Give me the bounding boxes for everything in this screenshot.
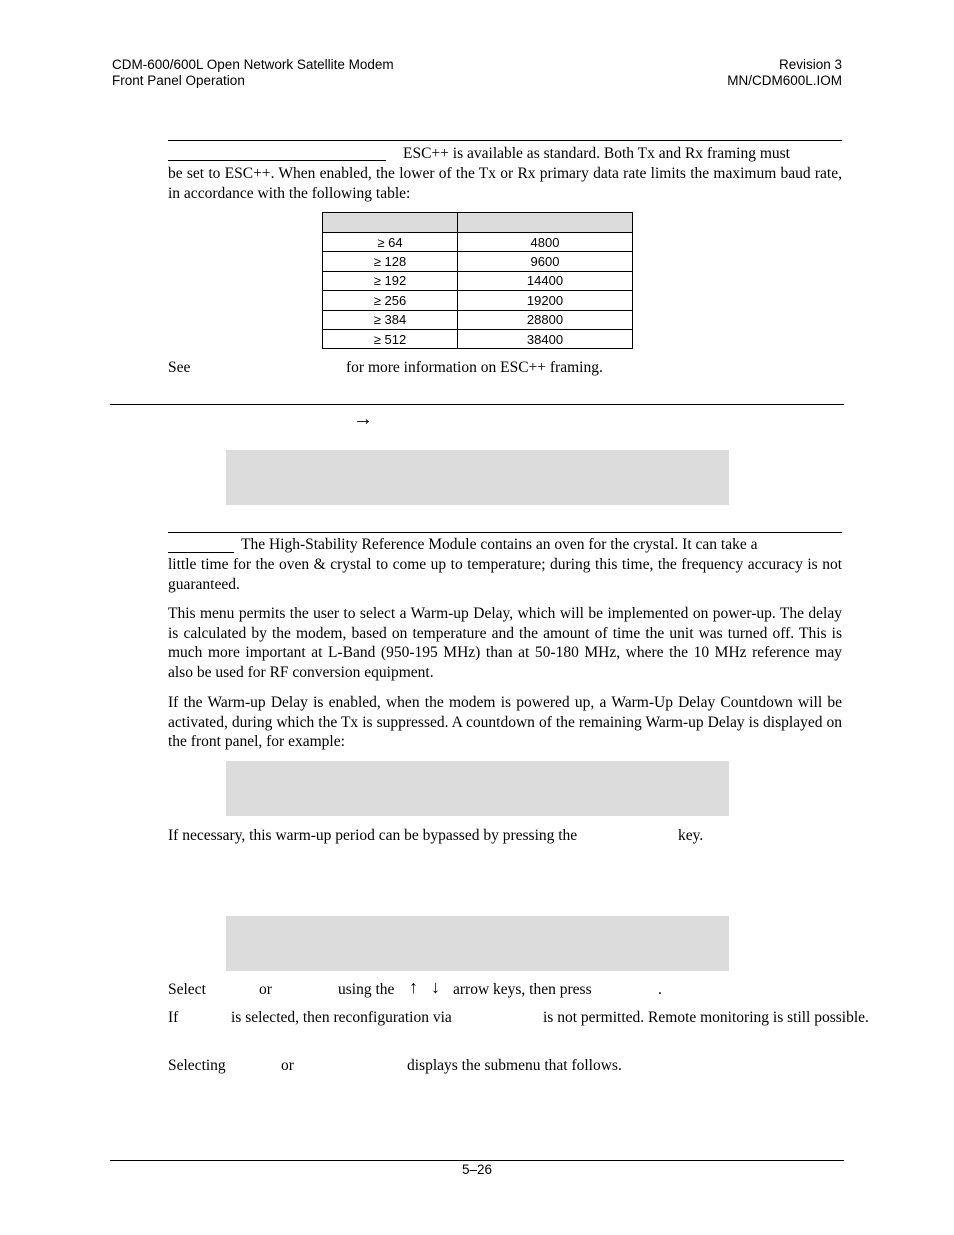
submenu-text: displays the submenu that follows. xyxy=(407,1057,622,1074)
warmup-countdown-paragraph: If the Warm-up Delay is enabled, when the modem is powered up, a Warm-Up Delay Countdown will be activated, during which the Tx is suppressed. A countdown of the remaining Warm-up Delay is displayed on the front panel, for example: xyxy=(168,694,842,751)
esc-paragraph-first-line: ESC++ is available as standard. Both Tx and Rx framing must xyxy=(403,145,790,162)
bypass-text: If necessary, this warm-up period can be bypassed by pressing the xyxy=(168,827,578,844)
period: . xyxy=(658,981,662,998)
table-cell-rate: ≥ 64 xyxy=(323,233,458,252)
using-the-text: using the xyxy=(338,981,395,998)
table-cell-rate: ≥ 128 xyxy=(323,252,458,271)
table-cell-baud: 14400 xyxy=(458,271,633,290)
esc-paragraph: be set to ESC++. When enabled, the lower of the Tx or Rx primary data rate limits the maximum baud rate, in accordance with the following table: xyxy=(168,165,842,202)
see-word: See xyxy=(168,359,191,376)
menu-divider-rule xyxy=(110,404,844,405)
table-header-cell xyxy=(323,213,458,233)
up-arrow-icon: ↑ xyxy=(409,977,418,997)
or-word: or xyxy=(259,981,272,998)
table-cell-rate: ≥ 384 xyxy=(323,310,458,329)
header-title: CDM-600/600L Open Network Satellite Modem xyxy=(112,57,394,72)
front-panel-display xyxy=(226,761,729,816)
warmup-description-paragraph: This menu permits the user to select a Warm-up Delay, which will be implemented on power-up. The delay is calculated by the modem, based on temperature and the amount of time the unit was turned off. This is much more important at L-Band (950-195 MHz) than at 50-180 MHz, where the 10 MHz reference may also be used for RF conversion equipment. xyxy=(168,605,842,681)
table-row xyxy=(323,310,633,329)
table-cell-baud: 19200 xyxy=(458,291,633,310)
front-panel-display xyxy=(226,916,729,971)
table-row xyxy=(323,252,633,271)
footer-rule xyxy=(110,1160,844,1161)
table-row xyxy=(323,233,633,252)
header-revision: Revision 3 xyxy=(778,57,842,72)
hsrm-heading-underline xyxy=(168,552,234,553)
table-cell-rate: ≥ 192 xyxy=(323,271,458,290)
if-word: If xyxy=(168,1009,179,1026)
table-cell-baud: 38400 xyxy=(458,329,633,348)
down-arrow-icon: ↓ xyxy=(431,977,440,997)
table-cell-rate: ≥ 512 xyxy=(323,329,458,348)
remote-monitoring-text-span: is not permitted. Remote monitoring is still possible. xyxy=(543,1009,869,1026)
hsrm-paragraph-first-line: The High-Stability Reference Module contains an oven for the crystal. It can take a xyxy=(241,536,758,553)
table-cell-rate: ≥ 256 xyxy=(323,291,458,310)
table-cell-baud: 9600 xyxy=(458,252,633,271)
arrow-keys-text: arrow keys, then press xyxy=(453,981,592,998)
bypass-key-text: key. xyxy=(678,827,704,844)
section-top-rule xyxy=(168,532,842,533)
esc-heading-underline xyxy=(168,160,386,161)
select-word: Select xyxy=(168,981,206,998)
remote-monitoring-text xyxy=(543,1008,869,1028)
table-row xyxy=(323,291,633,310)
see-reference-text: for more information on ESC++ framing. xyxy=(346,359,603,376)
page-number: 5–26 xyxy=(461,1162,493,1177)
front-panel-display xyxy=(226,450,729,505)
table-cell-baud: 28800 xyxy=(458,310,633,329)
table-header-cell xyxy=(458,213,633,233)
is-selected-text: is selected, then reconfiguration via xyxy=(231,1009,452,1026)
arrow-right-icon: → xyxy=(353,408,373,430)
table-header-row xyxy=(323,213,633,233)
selecting-word: Selecting xyxy=(168,1057,226,1074)
section-top-rule xyxy=(168,140,842,141)
or-word: or xyxy=(281,1057,294,1074)
table-row xyxy=(323,329,633,348)
header-section: Front Panel Operation xyxy=(112,73,245,88)
table-row xyxy=(323,271,633,290)
header-doc-number: MN/CDM600L.IOM xyxy=(727,73,842,88)
hsrm-paragraph: little time for the oven & crystal to come up to temperature; during this time, the frequency accuracy is not guaranteed. xyxy=(168,556,842,593)
esc-baud-rate-table xyxy=(322,212,633,349)
table-cell-baud: 4800 xyxy=(458,233,633,252)
